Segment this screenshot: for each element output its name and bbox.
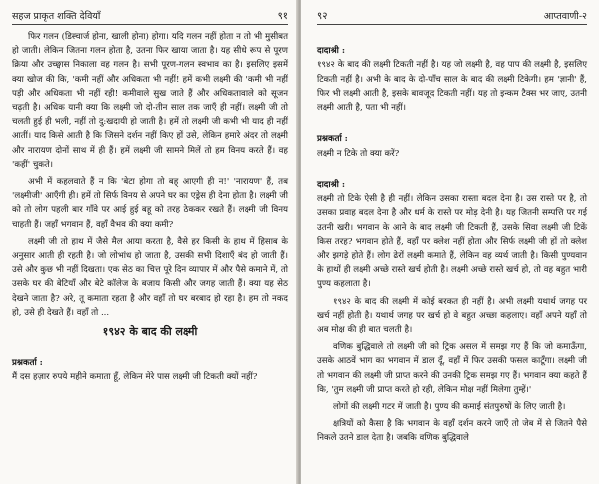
question-label: प्रश्नकर्ता : xyxy=(12,358,43,369)
dialog-paragraph xyxy=(317,30,587,115)
dialog-paragraph xyxy=(317,118,587,161)
speaker-label: दादाश्री : xyxy=(317,180,346,191)
paragraph: लक्ष्मी जी तो हाथ में जैसे मैल आया करता है, वैसे हर किसी के हाथ में हिसाब के अनुसार आती ही रहती है। जो लोभांध हो जाता है, उसकी सभी दिशाएँ बंद हो जाती हैं। उसे और कुछ भी नहीं दिखता। एक सेठ का चित्त पूरे दिन व्यापार में और पैसे कमाने में, तो उसके घर की बेटियाँ और बेटे कॉलेज के बजाय किसी और जगह जाती हैं। क्या यह सेठ देखने जाता है? अरे, तू कमाता रहता है और वहाँ तो घर बरबाद हो रहा है। हम तो नकद हो, उसे ही देखते हैं। वहाँ तो ... xyxy=(12,236,288,318)
page-number: ९१ xyxy=(277,11,288,22)
right-page-header xyxy=(317,8,587,25)
running-header: सहज प्राकृत शक्ति देवियाँ xyxy=(12,11,101,22)
paragraph: लोगों की लक्ष्मी गटर में जाती है। पुण्य की कमाई संतपुरुषों के लिए जाती है। xyxy=(333,402,566,413)
left-page-header xyxy=(12,8,288,25)
question-text: मैं दस हज़ार रुपये महीने कमाता हूँ, लेकिन मेरे पास लक्ष्मी जी टिकती क्यों नहीं? xyxy=(12,372,258,383)
paragraph: वणिक बुद्धिवाले तो लक्ष्मी जी को ट्रिक असल में समझ गए हैं कि जो कमाऊँगा, उसके आठवें भाग का भगवान में डाल दूँ, वहाँ में फिर उसकी फसल काटूँगा। लक्ष्मी जी तो भगवान की लक्ष्मी जी प्राप्त करने की उनकी ट्रिक समझ गए हैं। भगवान क्या कहते हैं कि, 'तुम लक्ष्मी जी प्राप्त करते हो रही, लेकिन मोक्ष नहीं मिलेगा तुम्हें।' xyxy=(317,342,587,395)
speaker-label: दादाश्री : xyxy=(317,46,346,57)
dialog-text: १९४२ के बाद की लक्ष्मी टिकती नहीं है। यह जो लक्ष्मी है, वह पाप की लक्ष्मी है, इसलिए टिकती नहीं है। अभी के बाद के दो-पाँच साल के बाद की लक्ष्मी टिकेगी। हम 'ज्ञानी' हैं, फिर भी लक्ष्मी आती है, इसके बावजूद टिकती नहीं। यह तो इन्कम टैक्स भर जाए, उतनी लक्ष्मी आती है, पता भी नहीं। xyxy=(317,60,587,114)
paragraph: क्षत्रियों को कैसा है कि भगवान के वहाँ दर्शन करने जाएँ तो जेब में से जितने पैसे निकले उतने डाल देता है। जबकि वणिक बुद्धिवाले xyxy=(317,419,587,444)
question-paragraph xyxy=(12,342,288,385)
section-heading: १९४२ के बाद की लक्ष्मी xyxy=(102,325,198,339)
speaker-label: प्रश्नकर्ता : xyxy=(317,134,348,145)
dialog-text: लक्ष्मी न टिके तो क्या करें? xyxy=(317,148,400,159)
dialog-text: लक्ष्मी तो टिके ऐसी है ही नहीं। लेकिन उसका रास्ता बदल देना है। उस रास्ते पर है, तो उसका प्रवाह बदल देना है और धर्म के रास्ते पर मोड़ देनी है। यह जितनी सम्पत्ति पर गई उतनी खरी। भगवान के आने के बाद लक्ष्मी जी टिकती हैं, उसके सिवा लक्ष्मी जी टिकें किस तरह? भगवान होते हैं, वहाँ पर क्लेश नहीं होता और सिर्फ लक्ष्मी जी हों तो क्लेश और झगड़े होते हैं। लोग ढेरों लक्ष्मी कमाते हैं, लेकिन वह व्यर्थ जाती है। किसी पुण्यवान के हाथों ही लक्ष्मी अच्छे रास्ते खर्च होती है। लक्ष्मी अच्छे रास्ते खर्च हो, तो वह बहुत भारी पुण्य कहलाता है। xyxy=(317,194,587,290)
page-number: ९२ xyxy=(317,11,328,22)
paragraph: अभी में कहलवाते हैं न कि 'बेटा होगा तो बह्‌ आएगी ही न!' 'नारायण' हैं, तब 'लक्ष्मीजी' आएँगी ही। हमें तो सिर्फ विनय से अपने घर का एड्रेस ही देना होता है। लक्ष्मी जी को तो लोग पहली बार गाँवे पर आई हुई बहू को तरह ठेककर रखते हैं। लक्ष्मी जी विनय चाहती हैं। जहाँ भगवान हैं, वहाँ वैभव की क्या कमी? xyxy=(12,177,288,230)
left-page xyxy=(0,0,298,484)
dialog-paragraph xyxy=(317,164,587,292)
paragraph: १९४२ के बाद की लक्ष्मी में कोई बरकत ही नहीं है। अभी लक्ष्मी यथार्थ जगह पर खर्च नहीं होती है। यथार्थ जगह पर खर्च हो वे बहुत अच्छा कहलाए। वहाँ अपने यहाँ तो अब मोक्ष की ही बात चलती है। xyxy=(317,296,587,336)
paragraph: फिर गलन (डिस्चार्ज होना, खाली होना) होगा। यदि गलन नहीं होता न तो भी मुसीबत हो जाती। लेकिन जितना गलन होता है, उतना फिर खाया जाता है। यह सीधे रूप से पूरण क्रिया और उच्छ्वास निकाला वह गलन है। सभी पूरण-गलन स्वभाव का है। इसलिए इसमें क्या खोज की कि, 'कमी नहीं और अधिकता भी नहीं! हमें कभी लक्ष्मी की 'कमी भी नहीं पड़ी और अधिकता भी नहीं रही! कमीवाले सुख जाते हैं और अधिकतावाले को सूजन चढ़ती है। अधिक यानी क्या कि लक्ष्मी जो दो-तीन साल तक जाएँ ही नहीं। लक्ष्मी जी तो चलती हुई ही भली, नहीं तो दु:खदायी हो जाती है। हमें तो लक्ष्मी जी कभी भी याद ही नहीं आतीं। याद किसे आती है कि जिसने दर्शन नहीं किए हों उसे, लेकिन हमारे अंदर तो लक्ष्मी और नारायण दोनों साथ में ही हैं। हमें लक्ष्मी जी सामने मिलें तो हम विनय करते हैं। वह 'कहीं' चुकते। xyxy=(12,32,288,170)
right-page xyxy=(301,0,599,484)
running-header: आप्तवाणी-२ xyxy=(543,11,587,22)
